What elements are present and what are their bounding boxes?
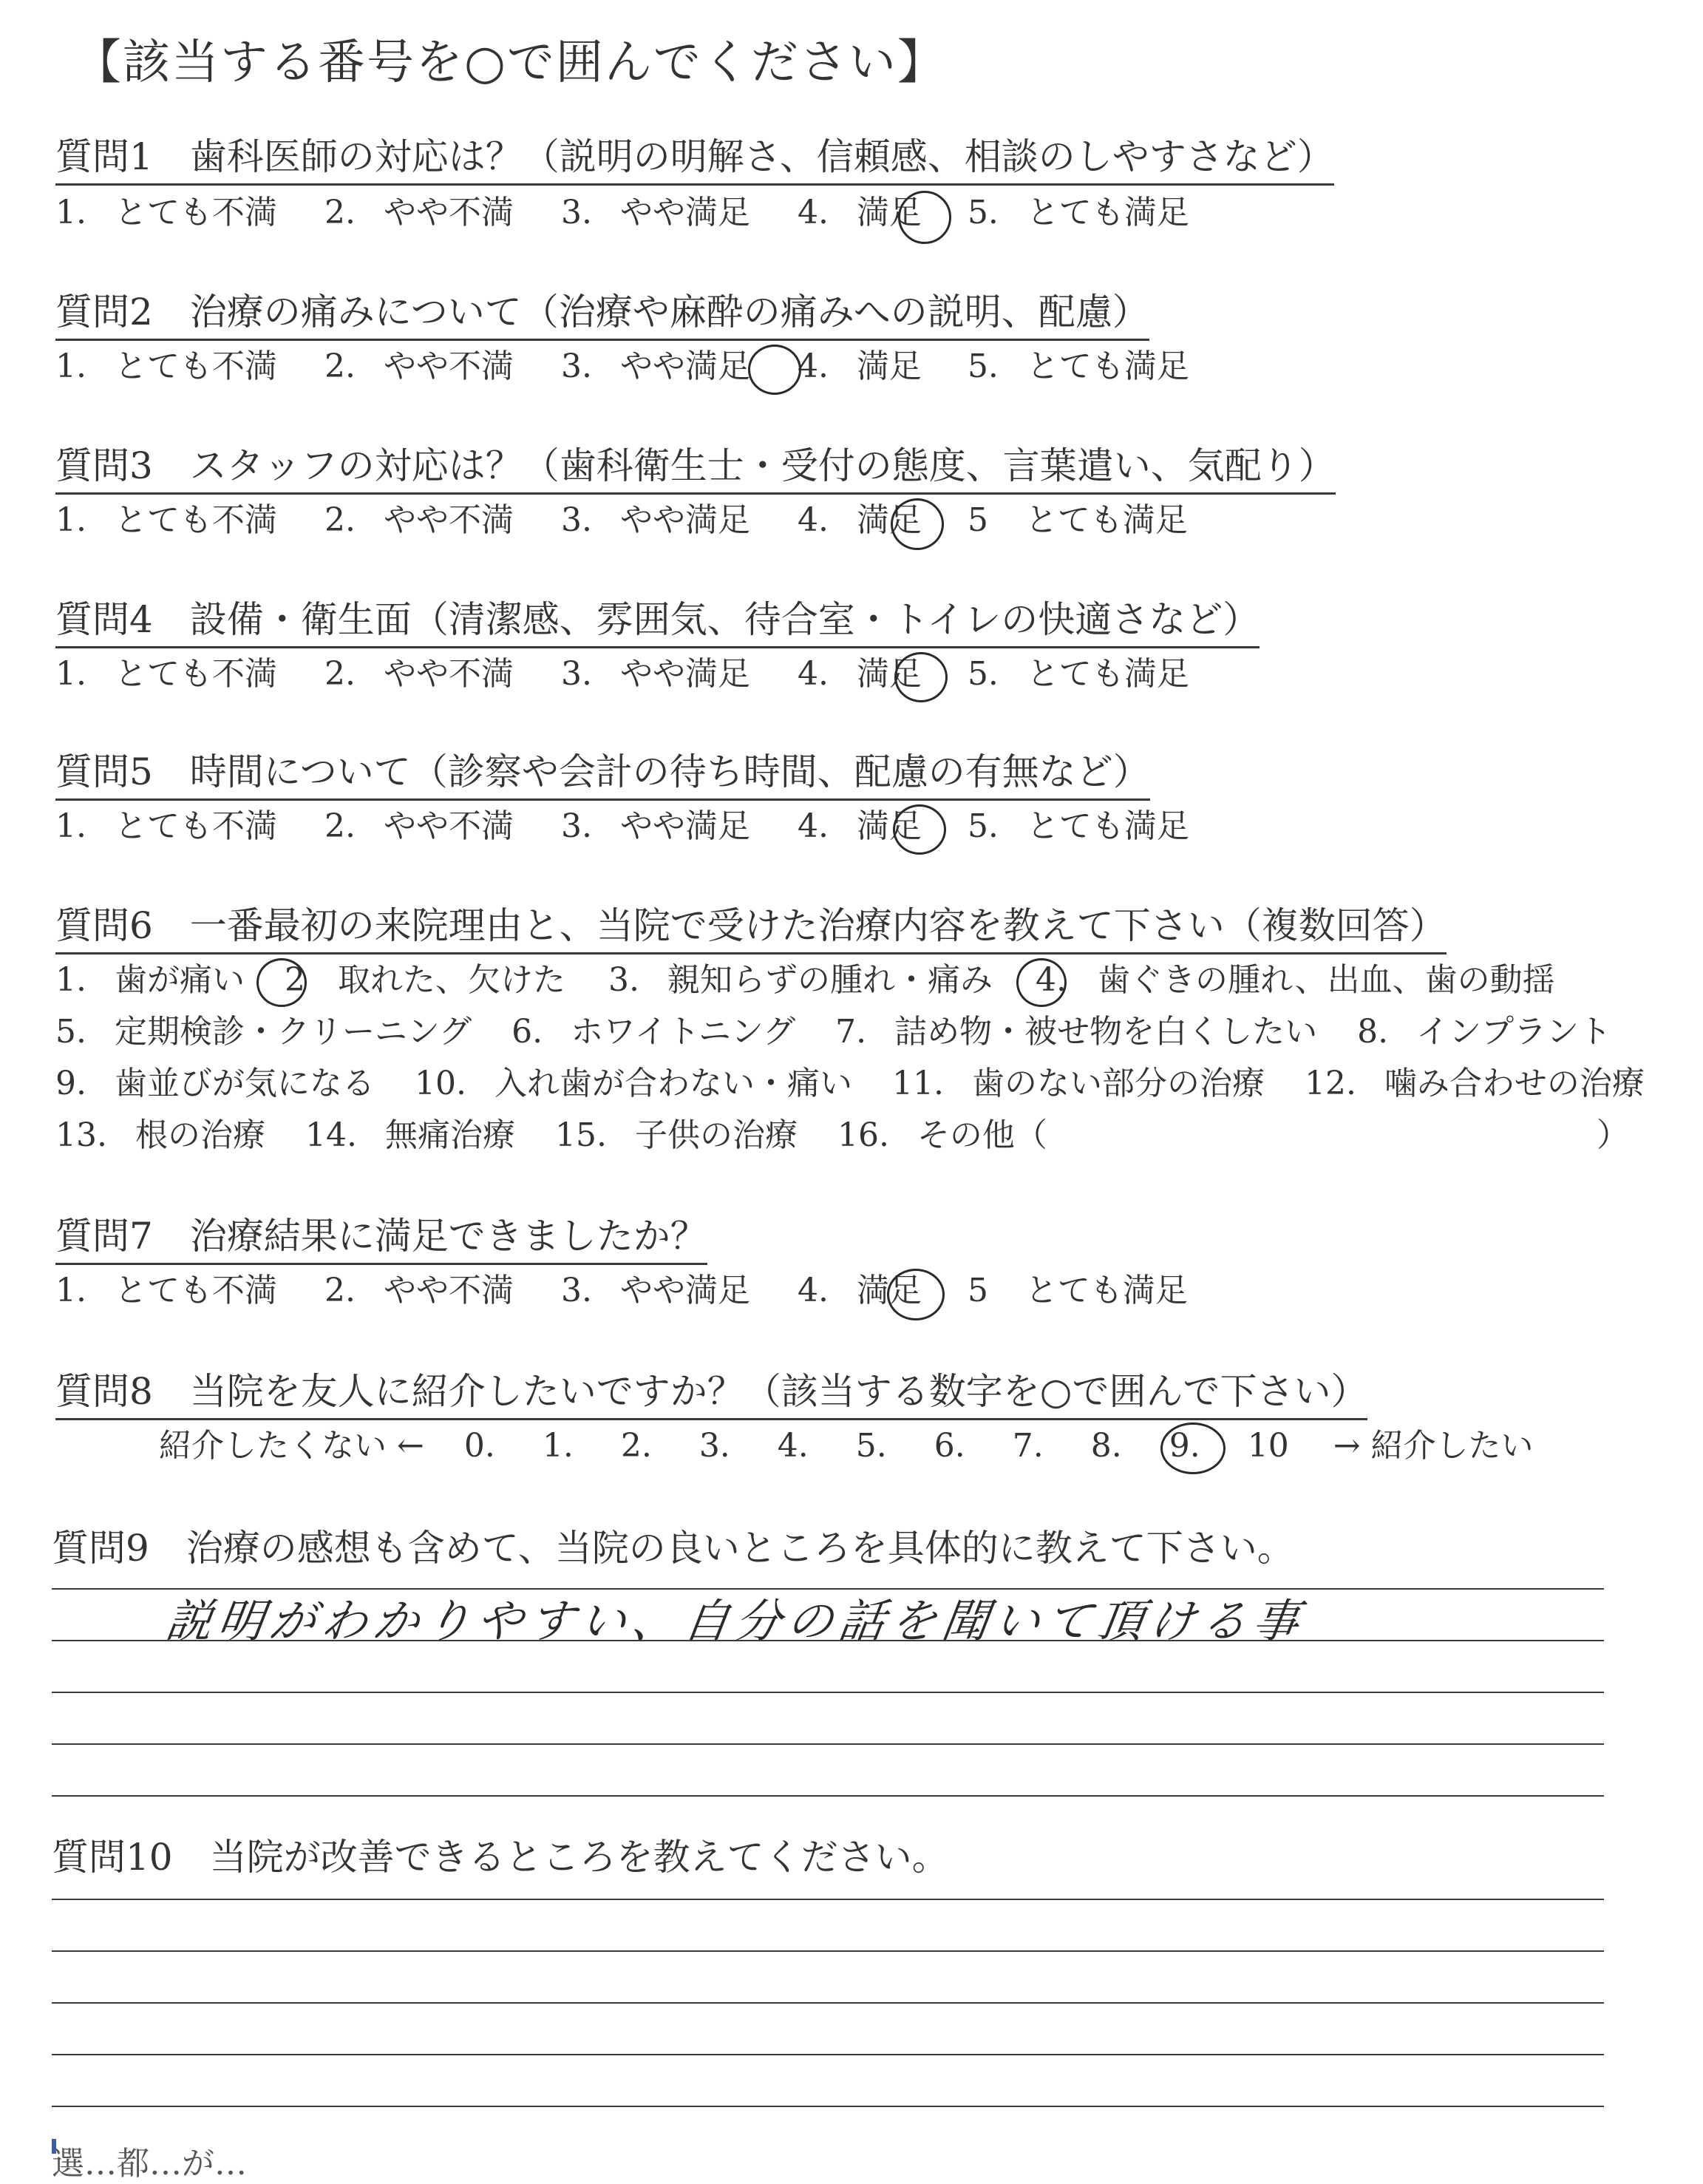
scale-num: 3.	[698, 1427, 730, 1465]
option-num: 9.	[55, 1065, 86, 1102]
question-7-options	[55, 1270, 1188, 1312]
scale-num: 8.	[1090, 1427, 1122, 1465]
option-num: 2.	[324, 347, 356, 385]
option-num: 4.	[797, 501, 829, 539]
handwritten-answer: 説明がわかりやすい、自分の話を聞いて頂ける事	[162, 1594, 1309, 1648]
question-9-heading: 質問9 治療の感想も含めて、当院の良いところを具体的に教えて下さい。	[52, 1527, 1294, 1570]
scale-num: 7.	[1012, 1427, 1044, 1465]
option-label: とても満足	[1026, 194, 1189, 231]
option-num: 3.	[560, 655, 592, 693]
option-num: 3.	[560, 347, 592, 385]
option-label: 詰め物・被せ物を白くしたい	[894, 1013, 1318, 1051]
option-label: とても不満	[114, 501, 277, 539]
option-num: 2.	[324, 194, 356, 231]
option-num: 5.	[967, 655, 999, 693]
answer-circle-mark	[887, 1269, 945, 1320]
scale-num: 0.	[463, 1427, 495, 1465]
option-label: 歯のない部分の治療	[971, 1065, 1265, 1102]
option-label: やや満足	[619, 655, 750, 693]
option-num: 1.	[55, 501, 86, 539]
option-num: 7.	[835, 1013, 867, 1051]
option-label: 満足	[856, 347, 922, 385]
option-label: その他（	[917, 1116, 1047, 1154]
option-num: 13.	[55, 1116, 107, 1154]
answer-circle-mark	[748, 345, 801, 395]
option-label: やや不満	[383, 501, 514, 539]
option-num: 2.	[324, 655, 356, 693]
scale-num: 1.	[542, 1427, 574, 1465]
scale-right-label: → 紹介したい	[1333, 1427, 1534, 1465]
option-label: 満足	[856, 655, 922, 693]
question-1-heading: 質問1 歯科医師の対応は？（説明の明解さ、信頼感、相談のしやすさなど）	[55, 133, 1334, 186]
option-num: 8.	[1357, 1013, 1389, 1051]
option-num: 1.	[55, 1272, 86, 1309]
option-num: 1.	[55, 194, 86, 231]
page-title: 【該当する番号を○で囲んでください】	[74, 35, 946, 90]
option-label: とても不満	[114, 194, 277, 231]
option-num: 4.	[797, 194, 829, 231]
option-label: 満足	[856, 1272, 922, 1309]
answer-line	[52, 1899, 1604, 1900]
option-num: 10.	[414, 1065, 466, 1102]
question-6-heading: 質問6 一番最初の来院理由と、当院で受けた治療内容を教えて下さい（複数回答）	[55, 902, 1447, 954]
question-6-row-2	[55, 1011, 1611, 1053]
option-label: 噛み合わせの治療	[1384, 1065, 1645, 1102]
option-label: 歯並びが気になる	[114, 1065, 375, 1102]
option-label: ホワイトニング	[571, 1013, 796, 1051]
option-label: とても不満	[114, 655, 277, 693]
scale-num: 4.	[777, 1427, 809, 1465]
answer-line	[52, 1692, 1604, 1693]
option-label: とても満足	[1026, 347, 1189, 385]
option-label: 子供の治療	[634, 1116, 798, 1154]
answer-line	[52, 2054, 1604, 2055]
question-1-options	[55, 192, 1189, 234]
question-6-row-3	[55, 1063, 1645, 1105]
question-4-heading: 質問4 設備・衛生面（清潔感、雰囲気、待合室・トイレの快適さなど）	[55, 596, 1260, 648]
option-num: 5.	[967, 347, 999, 385]
option-label: とても満足	[1026, 807, 1189, 845]
option-num: 11.	[891, 1065, 944, 1102]
question-2-options	[55, 346, 1189, 387]
scale-num: 10	[1247, 1427, 1289, 1465]
option-num: 3.	[560, 807, 592, 845]
option-label: インプラント	[1416, 1013, 1612, 1051]
answer-circle-mark	[894, 652, 948, 702]
answer-circle-mark	[891, 498, 944, 550]
option-num: 14.	[305, 1116, 357, 1154]
option-num: 5.	[967, 807, 999, 845]
option-num: 3.	[560, 194, 592, 231]
question-4-options	[55, 654, 1189, 695]
option-label: やや不満	[383, 655, 514, 693]
answer-line	[52, 1795, 1604, 1797]
option-num: 5.	[967, 194, 999, 231]
answer-line	[52, 1950, 1604, 1952]
option-label: やや不満	[383, 194, 514, 231]
option-num: 6.	[511, 1013, 543, 1051]
option-num: 2.	[324, 807, 356, 845]
option-label: とても不満	[114, 347, 277, 385]
option-label: やや満足	[619, 347, 750, 385]
option-num: 2	[284, 961, 305, 999]
question-8-heading: 質問8 当院を友人に紹介したいですか？（該当する数字を○で囲んで下さい）	[55, 1368, 1367, 1420]
option-label: 歯が痛い	[114, 961, 245, 999]
answer-circle-mark	[898, 191, 951, 244]
answer-circle-mark	[1016, 958, 1067, 1007]
option-num: 12.	[1304, 1065, 1356, 1102]
option-label: やや不満	[383, 807, 514, 845]
option-num: 4.	[1035, 961, 1067, 999]
answer-circle-mark	[1160, 1422, 1226, 1474]
option-num: 1.	[55, 655, 86, 693]
option-label: とても満足	[1026, 655, 1189, 693]
question-7-heading: 質問7 治療結果に満足できましたか？	[55, 1213, 707, 1265]
option-num: 3.	[608, 961, 639, 999]
option-label: とても満足	[1024, 501, 1188, 539]
option-num: 5	[967, 1272, 988, 1309]
option-label: 親知らずの腫れ・痛み	[667, 961, 993, 999]
scale-num: 6.	[934, 1427, 965, 1465]
option-label: 根の治療	[135, 1116, 265, 1154]
option-num: 4.	[797, 807, 829, 845]
question-3-options	[55, 500, 1188, 541]
option-label: 満足	[856, 501, 922, 539]
scale-num: 9.	[1169, 1427, 1200, 1465]
option-label: 入れ歯が合わない・痛い	[494, 1065, 852, 1102]
question-5-options	[55, 806, 1189, 847]
scale-left-label: 紹介したくない ←	[159, 1427, 424, 1465]
option-num: 2.	[324, 501, 356, 539]
option-num: 3.	[560, 501, 592, 539]
option-label: 取れた、欠けた	[337, 961, 565, 999]
question-3-heading: 質問3 スタッフの対応は？（歯科衛生士・受付の態度、言葉遣い、気配り）	[55, 442, 1336, 495]
option-label: 満足	[856, 194, 922, 231]
question-5-heading: 質問5 時間について（診察や会計の待ち時間、配慮の有無など）	[55, 748, 1150, 801]
option-num: 1.	[55, 807, 86, 845]
option-num: 4.	[797, 347, 829, 385]
option-num: 2.	[324, 1272, 356, 1309]
scale-num: 2.	[620, 1427, 652, 1465]
option-label: やや満足	[619, 194, 750, 231]
option-label: やや不満	[383, 347, 514, 385]
answer-circle-mark	[256, 958, 307, 1007]
question-10-heading: 質問10 当院が改善できるところを教えてください。	[52, 1836, 949, 1879]
option-label: 定期検診・クリーニング	[114, 1013, 472, 1051]
answer-line	[52, 1743, 1604, 1745]
footer-cut-text: 選…都…が…	[52, 2145, 247, 2183]
answer-line	[52, 2106, 1604, 2107]
question-6-row-4	[55, 1115, 1047, 1156]
option-label: 無痛治療	[384, 1116, 515, 1154]
option-num: 16.	[837, 1116, 889, 1154]
option-num: 1.	[55, 347, 86, 385]
option-num: 5	[967, 501, 988, 539]
option-num: 4.	[797, 655, 829, 693]
option-label: やや満足	[619, 1272, 750, 1309]
answer-circle-mark	[893, 804, 946, 855]
other-close-paren: ）	[1597, 1116, 1629, 1154]
option-label: とても満足	[1024, 1272, 1188, 1309]
answer-line	[52, 1588, 1604, 1590]
option-num: 4.	[797, 1272, 829, 1309]
option-label: やや不満	[383, 1272, 514, 1309]
option-label: とても不満	[114, 807, 277, 845]
option-label: 歯ぐきの腫れ、出血、歯の動揺	[1097, 961, 1555, 999]
question-8-scale	[159, 1425, 1534, 1467]
option-num: 5.	[55, 1013, 86, 1051]
option-num: 3.	[560, 1272, 592, 1309]
option-label: やや満足	[619, 501, 750, 539]
option-label: とても不満	[114, 1272, 277, 1309]
option-num: 15.	[554, 1116, 607, 1154]
scale-num: 5.	[855, 1427, 887, 1465]
option-label: やや満足	[619, 807, 750, 845]
answer-line	[52, 2002, 1604, 2004]
question-2-heading: 質問2 治療の痛みについて（治療や麻酔の痛みへの説明、配慮）	[55, 288, 1149, 341]
answer-line	[52, 1640, 1604, 1641]
option-num: 1.	[55, 961, 86, 999]
option-label: 満足	[856, 807, 922, 845]
